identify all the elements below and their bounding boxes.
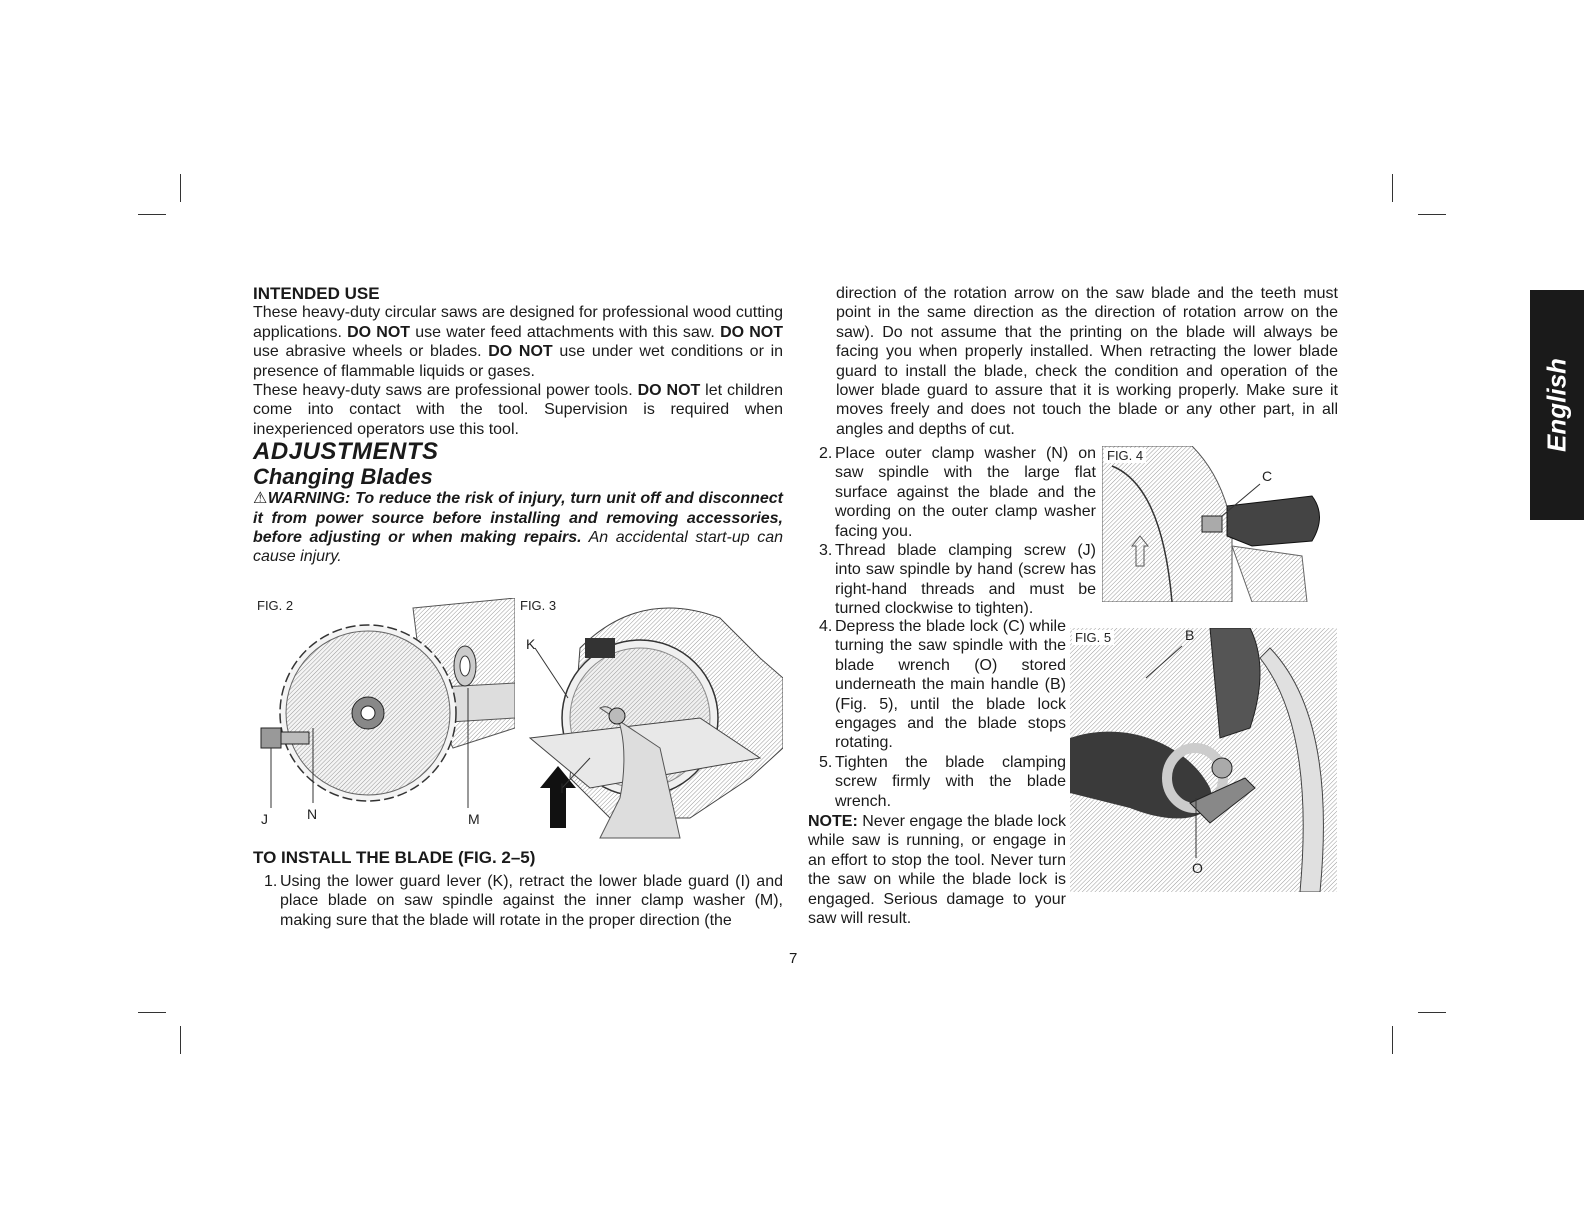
adjustments-heading: ADJUSTMENTS	[253, 438, 439, 466]
note-label: NOTE:	[808, 813, 858, 831]
install-heading: TO INSTALL THE BLADE (FIG. 2–5)	[253, 848, 536, 867]
warning-paragraph	[253, 489, 783, 567]
callout-j: J	[261, 811, 268, 827]
do-not-emphasis: DO NOT	[637, 382, 701, 400]
blade-assembly-illustration	[253, 598, 515, 838]
step-1-continued	[836, 284, 1338, 439]
callout-i: I	[560, 780, 564, 796]
step-2	[808, 444, 1096, 541]
intended-use-heading: INTENDED USE	[253, 284, 380, 303]
do-not-emphasis: DO NOT	[347, 323, 411, 341]
figure-5	[1070, 628, 1337, 892]
blade-wrench-illustration	[1070, 628, 1337, 892]
page-number: 7	[789, 950, 798, 967]
step-text: Tighten the blade clamping screw firmly with the blade wrench.	[835, 753, 1066, 810]
changing-blades-heading: Changing Blades	[253, 464, 433, 490]
blade-lock-illustration	[1102, 446, 1322, 602]
step-5	[808, 753, 1066, 811]
brand-plate	[585, 638, 615, 658]
figure-2-label: FIG. 2	[257, 598, 294, 613]
do-not-emphasis: DO NOT	[720, 323, 784, 341]
callout-o: O	[1192, 860, 1203, 876]
figure-3-label: FIG. 3	[520, 598, 557, 613]
crop-mark	[180, 1026, 181, 1054]
note-text: Never engage the blade lock while saw is running, or engage in an effort to stop the tool. Never turn the saw on while the blade lock is engaged. Serious damage to your saw will result.	[808, 813, 1066, 928]
text: use water feed attachments with this saw.	[410, 323, 721, 341]
crop-mark	[1418, 1012, 1446, 1013]
left-column	[253, 284, 783, 567]
text: use under wet conditions or in presence of flammable liquids or gases.	[253, 343, 784, 380]
crop-mark	[180, 174, 181, 202]
figure-5-label: FIG. 5	[1072, 630, 1114, 645]
step-text: Thread blade clamping screw (J) into saw spindle by hand (screw has right-hand threads and must be turned clockwise to tighten).	[835, 542, 1096, 618]
figure-4	[1102, 446, 1322, 602]
figure-2	[253, 598, 515, 838]
crop-mark	[1392, 1026, 1393, 1054]
callout-c: C	[1262, 468, 1273, 484]
warning-icon: ⚠	[253, 490, 268, 508]
step-number: 5.	[819, 753, 833, 771]
callout-n: N	[307, 806, 318, 822]
step-text: Using the lower guard lever (K), retract the lower blade guard (I) and place blade on saw spindle against the inner clamp washer (M), making sure that the blade will rotate in the proper direction (the	[280, 873, 783, 929]
crop-mark	[1418, 214, 1446, 215]
crop-mark	[138, 1012, 166, 1013]
step-text: direction of the rotation arrow on the saw blade and the teeth must point in the same direction as the direction of rotation arrow on the saw). Do not assume that the printing on the blade will always be facing you when properly installed. When retracting the lower blade guard to install the blade, check the condition and operation of the lower blade guard to assure that it is working properly. Make sure it moves freely and does not touch the blade or any other part, in all angles and depths of cut.	[836, 285, 1338, 438]
warning-rest: An accidental start-up can cause injury.	[253, 529, 784, 566]
warning-text: WARNING: To reduce the risk of injury, turn unit off and disconnect it from power source before installing and removing accessories, before adjusting or when making repairs.	[253, 490, 783, 547]
intended-use-paragraph-1	[253, 303, 783, 381]
callout-m: M	[468, 811, 480, 827]
step-3	[808, 541, 1096, 619]
step-number: 3.	[819, 542, 833, 560]
callout-b: B	[1185, 628, 1195, 643]
text: let children come into contact with the tool. Supervision is required when inexperienced operators use this tool.	[253, 382, 784, 438]
step-number: 2.	[819, 445, 833, 462]
crop-mark	[138, 214, 166, 215]
step-text: Place outer clamp washer (N) on saw spindle with the large flat surface against the blade and the wording on the outer clamp washer facing you.	[835, 445, 1096, 540]
step-4	[808, 617, 1066, 753]
figure-3	[520, 598, 783, 846]
step-text: Depress the blade lock (C) while turning the saw spindle with the blade wrench (O) stored underneath the main handle (B) (Fig. 5), until the blade lock engages and the blade stops rotating.	[835, 618, 1066, 752]
language-tab	[1530, 290, 1584, 520]
note-paragraph	[808, 812, 1066, 928]
crop-mark	[1392, 174, 1393, 202]
text: use abrasive wheels or blades.	[253, 343, 489, 361]
text: These heavy-duty circular saws are designed for professional wood cutting applications.	[253, 304, 783, 341]
intended-use-paragraph-2	[253, 381, 783, 439]
steps-4-5	[808, 617, 1066, 929]
text: These heavy-duty saws are professional power tools.	[253, 382, 638, 400]
callout-k: K	[526, 636, 536, 652]
step-number: 4.	[819, 618, 833, 635]
step-1	[253, 872, 783, 930]
saw-guard-illustration	[520, 598, 783, 846]
steps-2-5	[808, 444, 1096, 619]
step-number: 1.	[264, 873, 278, 890]
step-1-start	[253, 872, 783, 930]
language-tab-label: English	[1541, 358, 1572, 452]
do-not-emphasis: DO NOT	[488, 343, 553, 361]
figure-4-label: FIG. 4	[1104, 448, 1146, 463]
